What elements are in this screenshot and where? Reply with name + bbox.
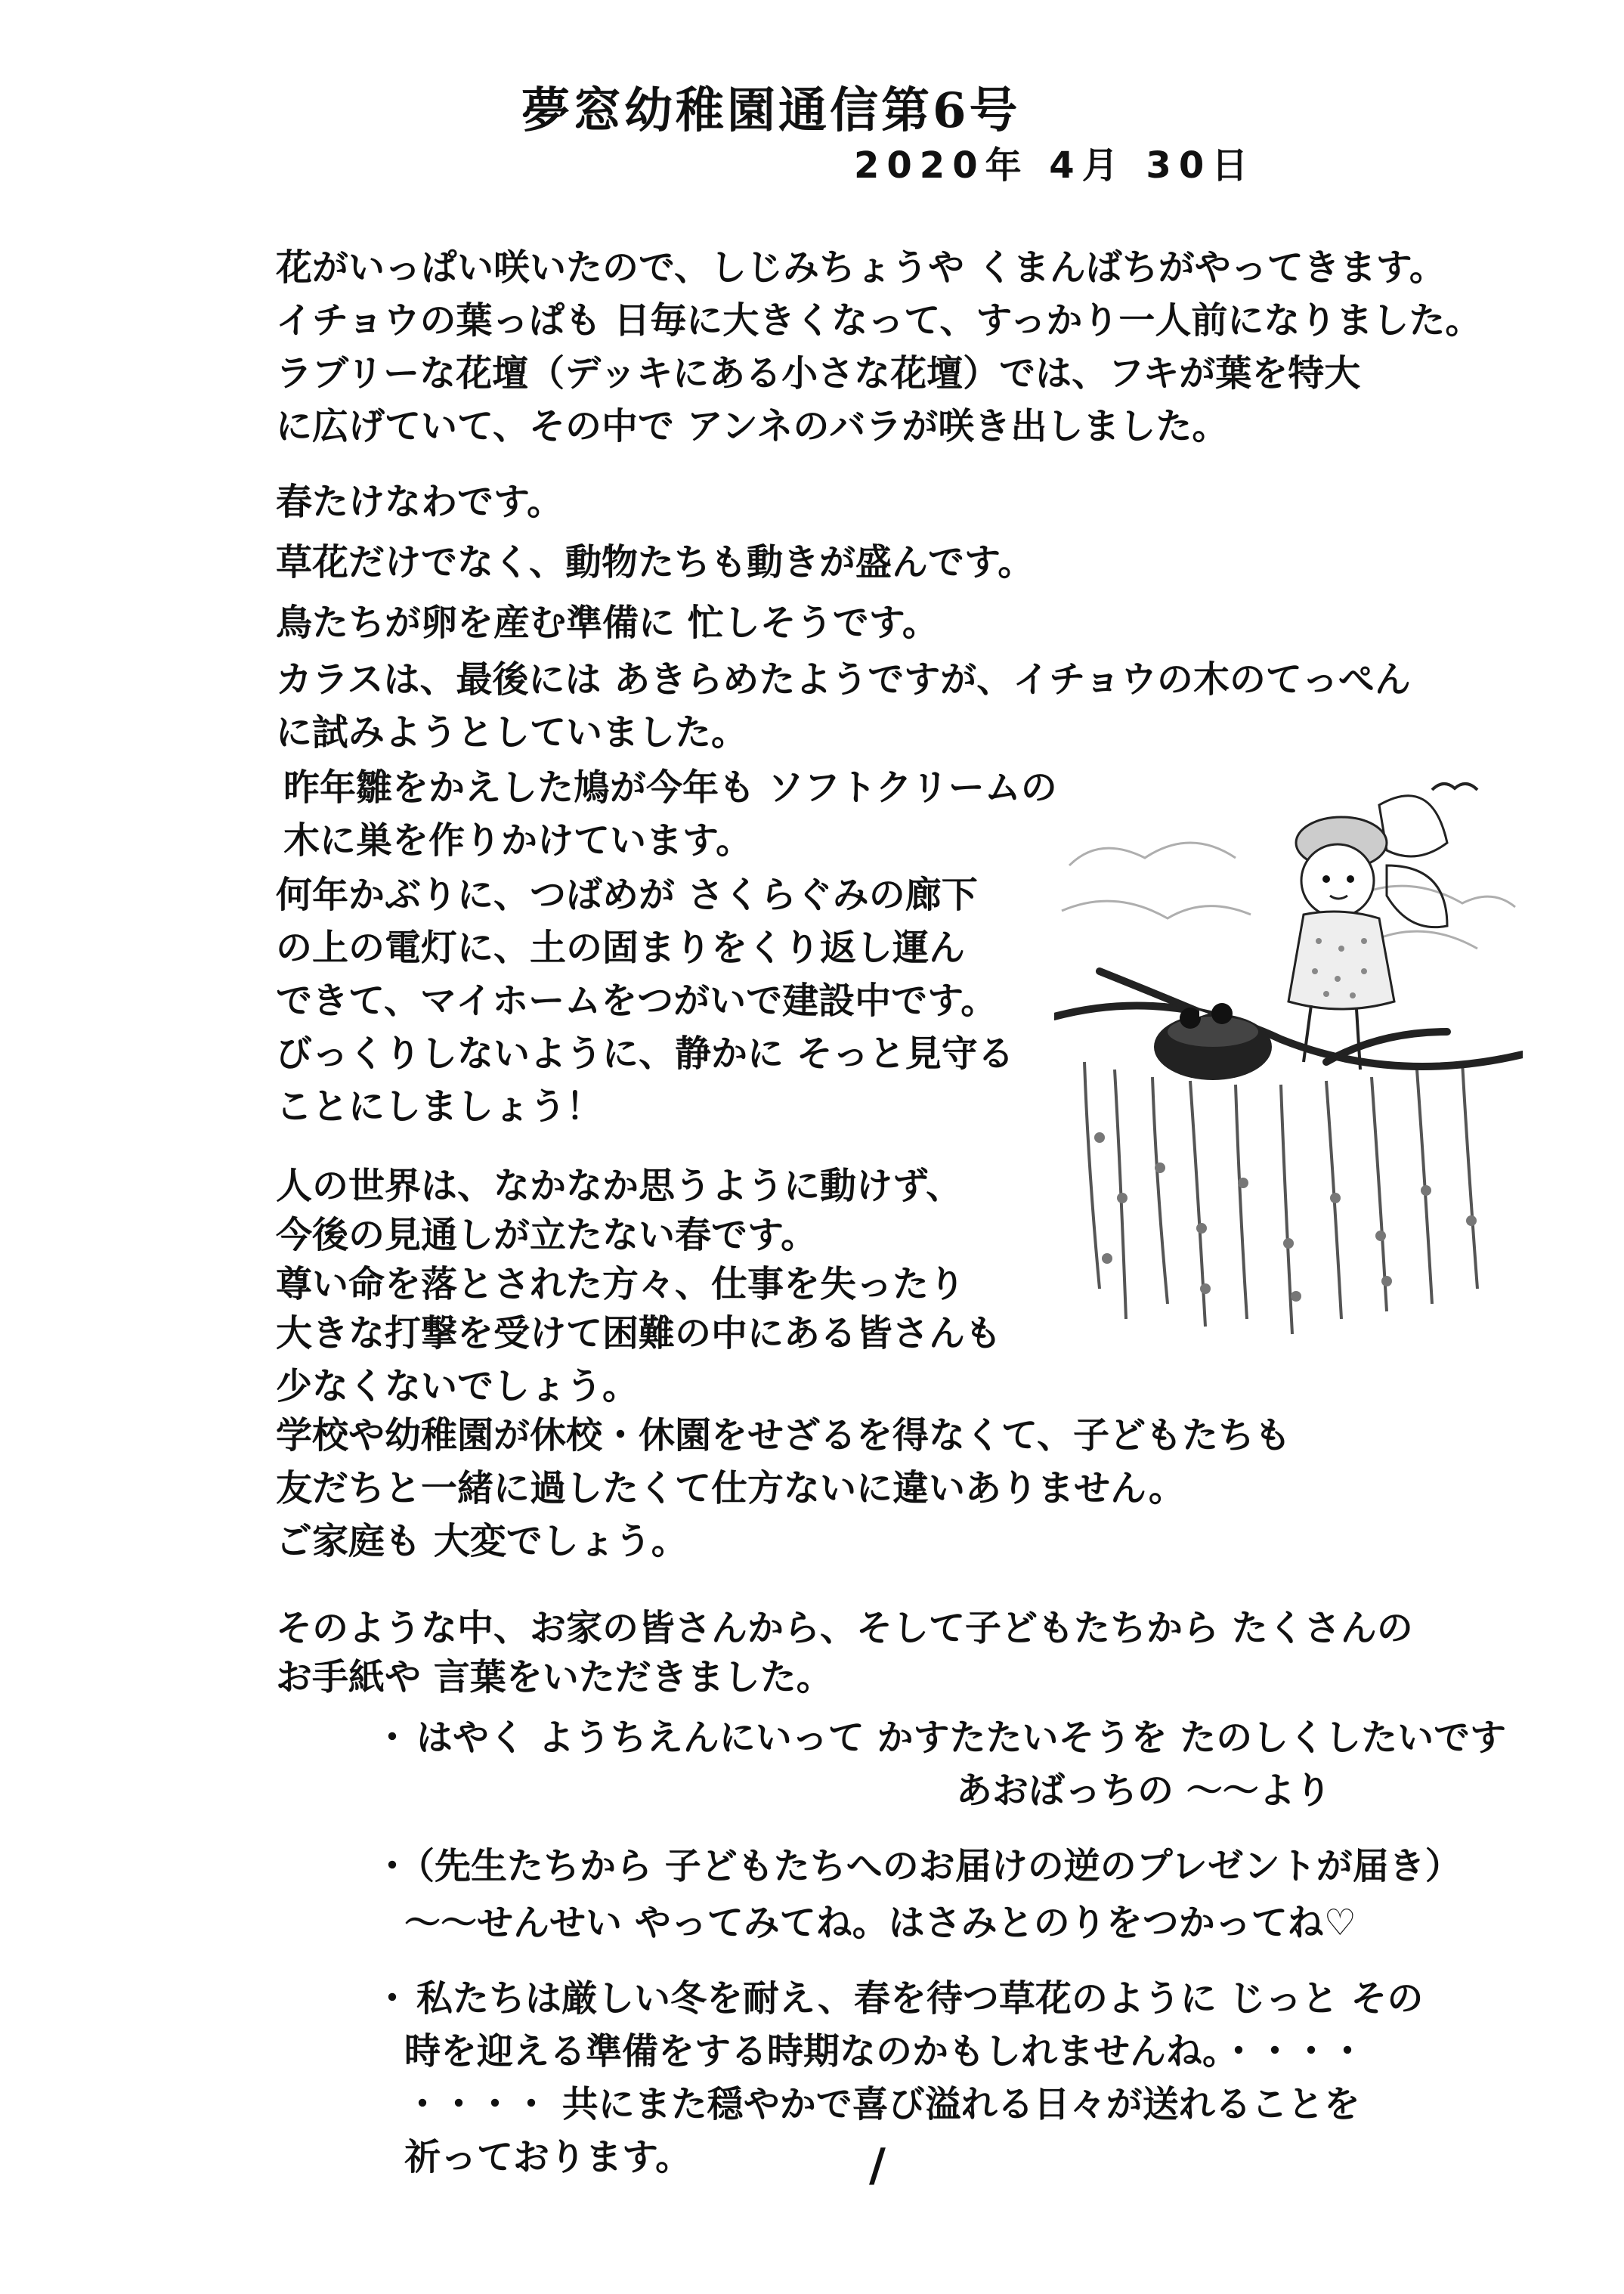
paragraph1-line-1: 花がいっぱい咲いたので、しじみちょうや くまんばちがやってきます。 <box>276 246 1446 289</box>
paragraph2-line-8: の上の電灯に、土の固まりをくり返し運ん <box>276 927 966 969</box>
quote3-line-1 <box>374 1977 1424 2020</box>
paragraph1-line-5: 春たけなわです。 <box>276 481 564 523</box>
quote3-line-3: ・・・・ 共にまた穏やかで喜び溢れる日々が送れることを <box>404 2083 1360 2125</box>
quote3-text-1: 私たちは厳しい冬を耐え、春を待つ草花のように じっと その <box>416 1977 1424 2020</box>
bullet-mark: ・ <box>374 1845 411 1887</box>
newsletter-date: 2020年 4月 30日 <box>854 144 1256 187</box>
quote2-line-2: 〜〜せんせい やってみてね。はさみとのりをつかってね♡ <box>404 1902 1356 1944</box>
paragraph1-line-2: イチョウの葉っぱも 日毎に大きくなって、すっかり一人前になりました。 <box>276 299 1482 342</box>
paragraph2-line-5: 昨年雛をかえした鳩が今年も ソフトクリームの <box>283 766 1057 809</box>
paragraph3-line-7: 友だちと一緒に過したくて仕方ないに違いありません。 <box>276 1467 1185 1509</box>
quote3-line-2: 時を迎える準備をする時期なのかもしれませんね。・・・・ <box>404 2030 1366 2073</box>
paragraph3-line-4: 大きな打撃を受けて困難の中にある皆さんも <box>276 1312 1002 1354</box>
tree-branch <box>1054 971 1523 1067</box>
quote1-line-2: あおばっちの 〜〜より <box>956 1769 1332 1812</box>
mist-background <box>1062 843 1515 949</box>
paragraph2-line-10: びっくりしないように、静かに そっと見守る <box>276 1032 1014 1075</box>
paragraph2-line-1: 草花だけでなく、動物たちも動きが盛んです。 <box>276 541 1035 584</box>
bullet-mark: ・ <box>374 1717 411 1759</box>
paragraph2-line-7: 何年かぶりに、つばめが さくらぐみの廊下 <box>276 874 978 916</box>
quote2-line-1 <box>374 1845 1462 1887</box>
paragraph3-line-8: ご家庭も 大変でしょう。 <box>276 1520 688 1562</box>
paragraph1-line-3: ラブリーな花壇（デッキにある小さな花壇）では、フキが葉を特大 <box>276 352 1361 395</box>
paragraph3-line-2: 今後の見通しが立たない春です。 <box>276 1214 818 1256</box>
paragraph2-line-2: 鳥たちが卵を産む準備に 忙しそうです。 <box>276 602 939 644</box>
paragraph2-line-3: カラスは、最後には あきらめたようですが、イチョウの木のてっぺん <box>276 658 1411 701</box>
paragraph3-line-5: 少なくないでしょう。 <box>276 1365 639 1407</box>
paragraph2-line-9: できて、マイホームをつがいで建設中です。 <box>276 980 998 1022</box>
flying-bird-icon <box>1432 784 1477 790</box>
fairy-with-bird-nest-illustration <box>1054 745 1523 1349</box>
bullet-mark: ・ <box>374 1977 411 2020</box>
paragraph2-line-4: に試みようとしていました。 <box>276 711 748 754</box>
hanging-branches <box>1084 1062 1477 1334</box>
quote1-text-1: はやく ようちえんにいって かすたたいそうを たのしくしたいです <box>416 1717 1507 1759</box>
paragraph2-line-11: ことにしましょう！ <box>276 1085 603 1128</box>
paragraph3-line-6: 学校や幼稚園が休校・休園をせざるを得なくて、子どもたちも <box>276 1414 1291 1457</box>
paragraph1-line-4: に広げていて、その中で アンネのバラが咲き出しました。 <box>276 405 1229 447</box>
paragraph4-line-2: お手紙や 言葉をいただきました。 <box>276 1656 833 1698</box>
newsletter-title: 夢窓幼稚園通信第6号 <box>521 82 1021 139</box>
paragraph3-line-1: 人の世界は、なかなか思うように動けず、 <box>276 1165 963 1207</box>
quote1-line-1 <box>374 1717 1507 1759</box>
paragraph4-line-1: そのような中、お家の皆さんから、そして子どもたちから たくさんの <box>276 1607 1413 1649</box>
bird-nest <box>1154 1003 1272 1080</box>
paragraph3-line-3: 尊い命を落とされた方々、仕事を失ったり <box>276 1263 966 1305</box>
quote2-text-1: （先生たちから 子どもたちへのお届けの逆のプレゼントが届き） <box>416 1845 1462 1887</box>
paragraph2-line-6: 木に巣を作りかけています。 <box>283 819 753 862</box>
quote3-line-4: 祈っております。 <box>404 2136 692 2178</box>
stray-pen-mark: / <box>869 2139 886 2192</box>
